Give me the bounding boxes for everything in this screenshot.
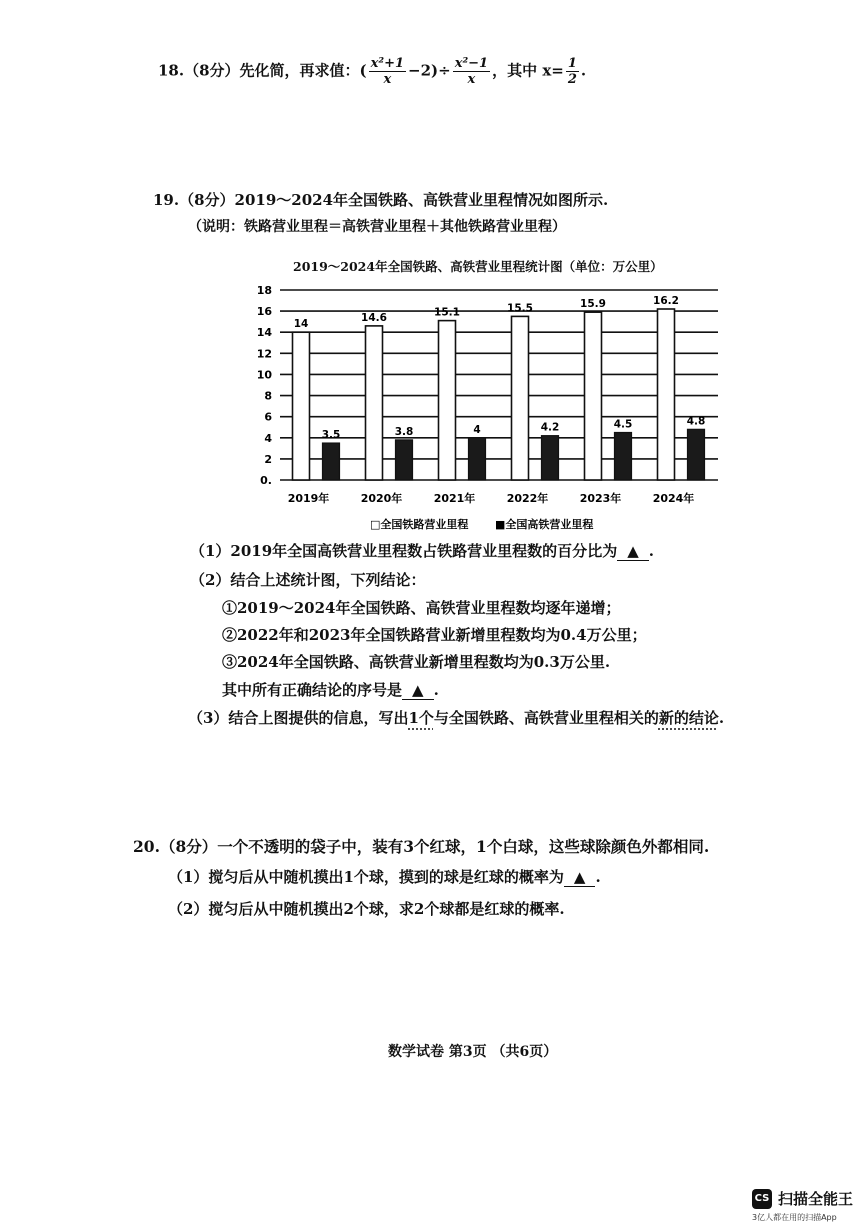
scanner-app-tagline: 3亿人都在用的扫描App — [752, 1213, 837, 1222]
q20-sub1 — [168, 866, 601, 887]
q19-sub3-c: 与全国铁路、高铁营业里程相关的 — [433, 709, 659, 727]
x-tick-label: 2020年 — [360, 492, 403, 505]
q18-end: . — [580, 61, 587, 80]
q19-sub3-emph-2: 新的结论 — [658, 709, 719, 727]
bar-rail — [439, 321, 456, 480]
chart-title: 2019～2024年全国铁路、高铁营业里程统计图（单位：万公里） — [293, 259, 663, 274]
q18-frac2-den: x — [467, 72, 476, 87]
y-tick-label: 12 — [256, 347, 272, 361]
q18-suffix: ，其中 x= — [492, 61, 564, 80]
y-tick-label: 2 — [264, 452, 272, 466]
x-tick-label: 2019年 — [287, 492, 330, 505]
chart-bars — [293, 295, 706, 480]
q20-sub2: （2）搅匀后从中随机摸出2个球，求2个球都是红球的概率. — [168, 900, 565, 918]
data-label-hsr: 4.2 — [540, 421, 560, 434]
q19-sub2-end: . — [433, 681, 439, 699]
q19-note: （说明：铁路营业里程＝高铁营业里程＋其他铁路营业里程） — [188, 219, 566, 235]
data-label-hsr: 4.5 — [613, 418, 633, 431]
chart-legend — [370, 517, 593, 531]
answer-blank: ▲ — [617, 542, 649, 561]
bar-rail — [512, 316, 529, 480]
q18-frac2-num: x²−1 — [454, 56, 489, 71]
q19-sub3-a: （3）结合上图提供的信息，写出 — [188, 709, 409, 727]
bar-hsr — [688, 429, 705, 480]
page-footer: 数学试卷 第3页 （共6页） — [388, 1044, 558, 1060]
y-tick-label: 8 — [264, 389, 272, 403]
answer-blank: ▲ — [564, 868, 596, 887]
data-label-rail: 14 — [293, 318, 309, 331]
q18-frac3-den: 2 — [567, 72, 577, 87]
x-tick-label: 2024年 — [652, 492, 695, 505]
q18-frac3-num: 1 — [567, 56, 577, 71]
bar-hsr — [542, 436, 559, 480]
q19-conclusion-1: ①2019～2024年全国铁路、高铁营业里程数均逐年递增； — [222, 599, 621, 617]
bar-hsr — [396, 440, 413, 480]
y-tick-label: 14 — [256, 326, 272, 340]
q19-sub2-ask — [222, 679, 439, 700]
q18-prefix: 18.（8分）先化简，再求值：( — [158, 61, 367, 80]
q20-title: 20.（8分）一个不透明的袋子中，装有3个红球，1个白球，这些球除颜色外都相同. — [133, 837, 710, 856]
bar-chart — [240, 280, 730, 540]
q20-sub1-end: . — [595, 868, 601, 886]
data-label-hsr: 3.5 — [321, 429, 341, 442]
scanner-logo — [752, 1188, 853, 1209]
q19-sub3 — [188, 707, 724, 728]
data-label-rail: 14.6 — [361, 311, 387, 324]
legend-hsr: ■全国高铁营业里程 — [495, 518, 594, 531]
q19-sub1-text: （1）2019年全国高铁营业里程数占铁路营业里程数的百分比为 — [190, 542, 618, 560]
bar-rail — [658, 309, 675, 480]
question-18 — [158, 56, 586, 87]
y-tick-label: 10 — [256, 368, 272, 382]
y-tick-label: 6 — [264, 410, 272, 424]
bar-rail — [293, 332, 310, 480]
y-tick-label: 4 — [264, 431, 272, 445]
data-label-hsr: 4 — [473, 423, 481, 436]
y-tick-label: 18 — [256, 284, 272, 297]
x-tick-label: 2021年 — [433, 492, 476, 505]
q19-conclusion-3: ③2024年全国铁路、高铁营业新增里程数均为0.3万公里. — [222, 653, 611, 671]
q18-frac1-den: x — [383, 72, 392, 87]
q18-mid: −2)÷ — [408, 61, 451, 80]
x-tick-label: 2022年 — [506, 492, 549, 505]
q18-fraction-2 — [453, 56, 490, 87]
bar-rail — [366, 326, 383, 480]
data-label-rail: 15.1 — [434, 306, 460, 319]
data-label-rail: 16.2 — [653, 295, 679, 307]
data-label-rail: 15.5 — [507, 302, 533, 315]
q19-title: 19.（8分）2019～2024年全国铁路、高铁营业里程情况如图所示. — [153, 191, 609, 209]
q18-fraction-3 — [566, 56, 579, 87]
q19-sub2-ask-text: 其中所有正确结论的序号是 — [222, 681, 403, 699]
q19-conclusion-2: ②2022年和2023年全国铁路营业新增里程数均为0.4万公里； — [222, 626, 647, 644]
bar-hsr — [615, 433, 632, 481]
y-axis-ticks — [257, 284, 273, 487]
data-label-hsr: 3.8 — [394, 425, 414, 438]
q19-sub3-end: . — [718, 709, 725, 727]
q19-sub1 — [190, 540, 654, 561]
y-tick-label: 0. — [260, 474, 272, 487]
x-tick-label: 2023年 — [579, 492, 622, 505]
q18-fraction-1 — [369, 56, 406, 87]
bar-hsr — [469, 438, 486, 480]
chart-grid — [280, 290, 718, 480]
scanner-app-name: 扫描全能王 — [778, 1190, 854, 1208]
y-tick-label: 16 — [256, 305, 272, 319]
bar-hsr — [323, 443, 340, 480]
x-axis-ticks — [288, 491, 695, 505]
data-label-hsr: 4.8 — [686, 415, 706, 428]
q19-sub2: （2）结合上述统计图，下列结论： — [190, 571, 426, 589]
answer-blank: ▲ — [402, 681, 434, 700]
q19-sub3-emph-1: 1个 — [408, 709, 434, 727]
legend-rail: □全国铁路营业里程 — [370, 518, 469, 531]
q20-sub1-text: （1）搅匀后从中随机摸出1个球，摸到的球是红球的概率为 — [168, 868, 564, 886]
bar-rail — [585, 312, 602, 480]
q19-sub1-end: . — [648, 542, 654, 560]
cs-logo-icon: CS — [752, 1189, 772, 1209]
q18-frac1-num: x²+1 — [370, 56, 405, 71]
data-label-rail: 15.9 — [580, 298, 606, 311]
